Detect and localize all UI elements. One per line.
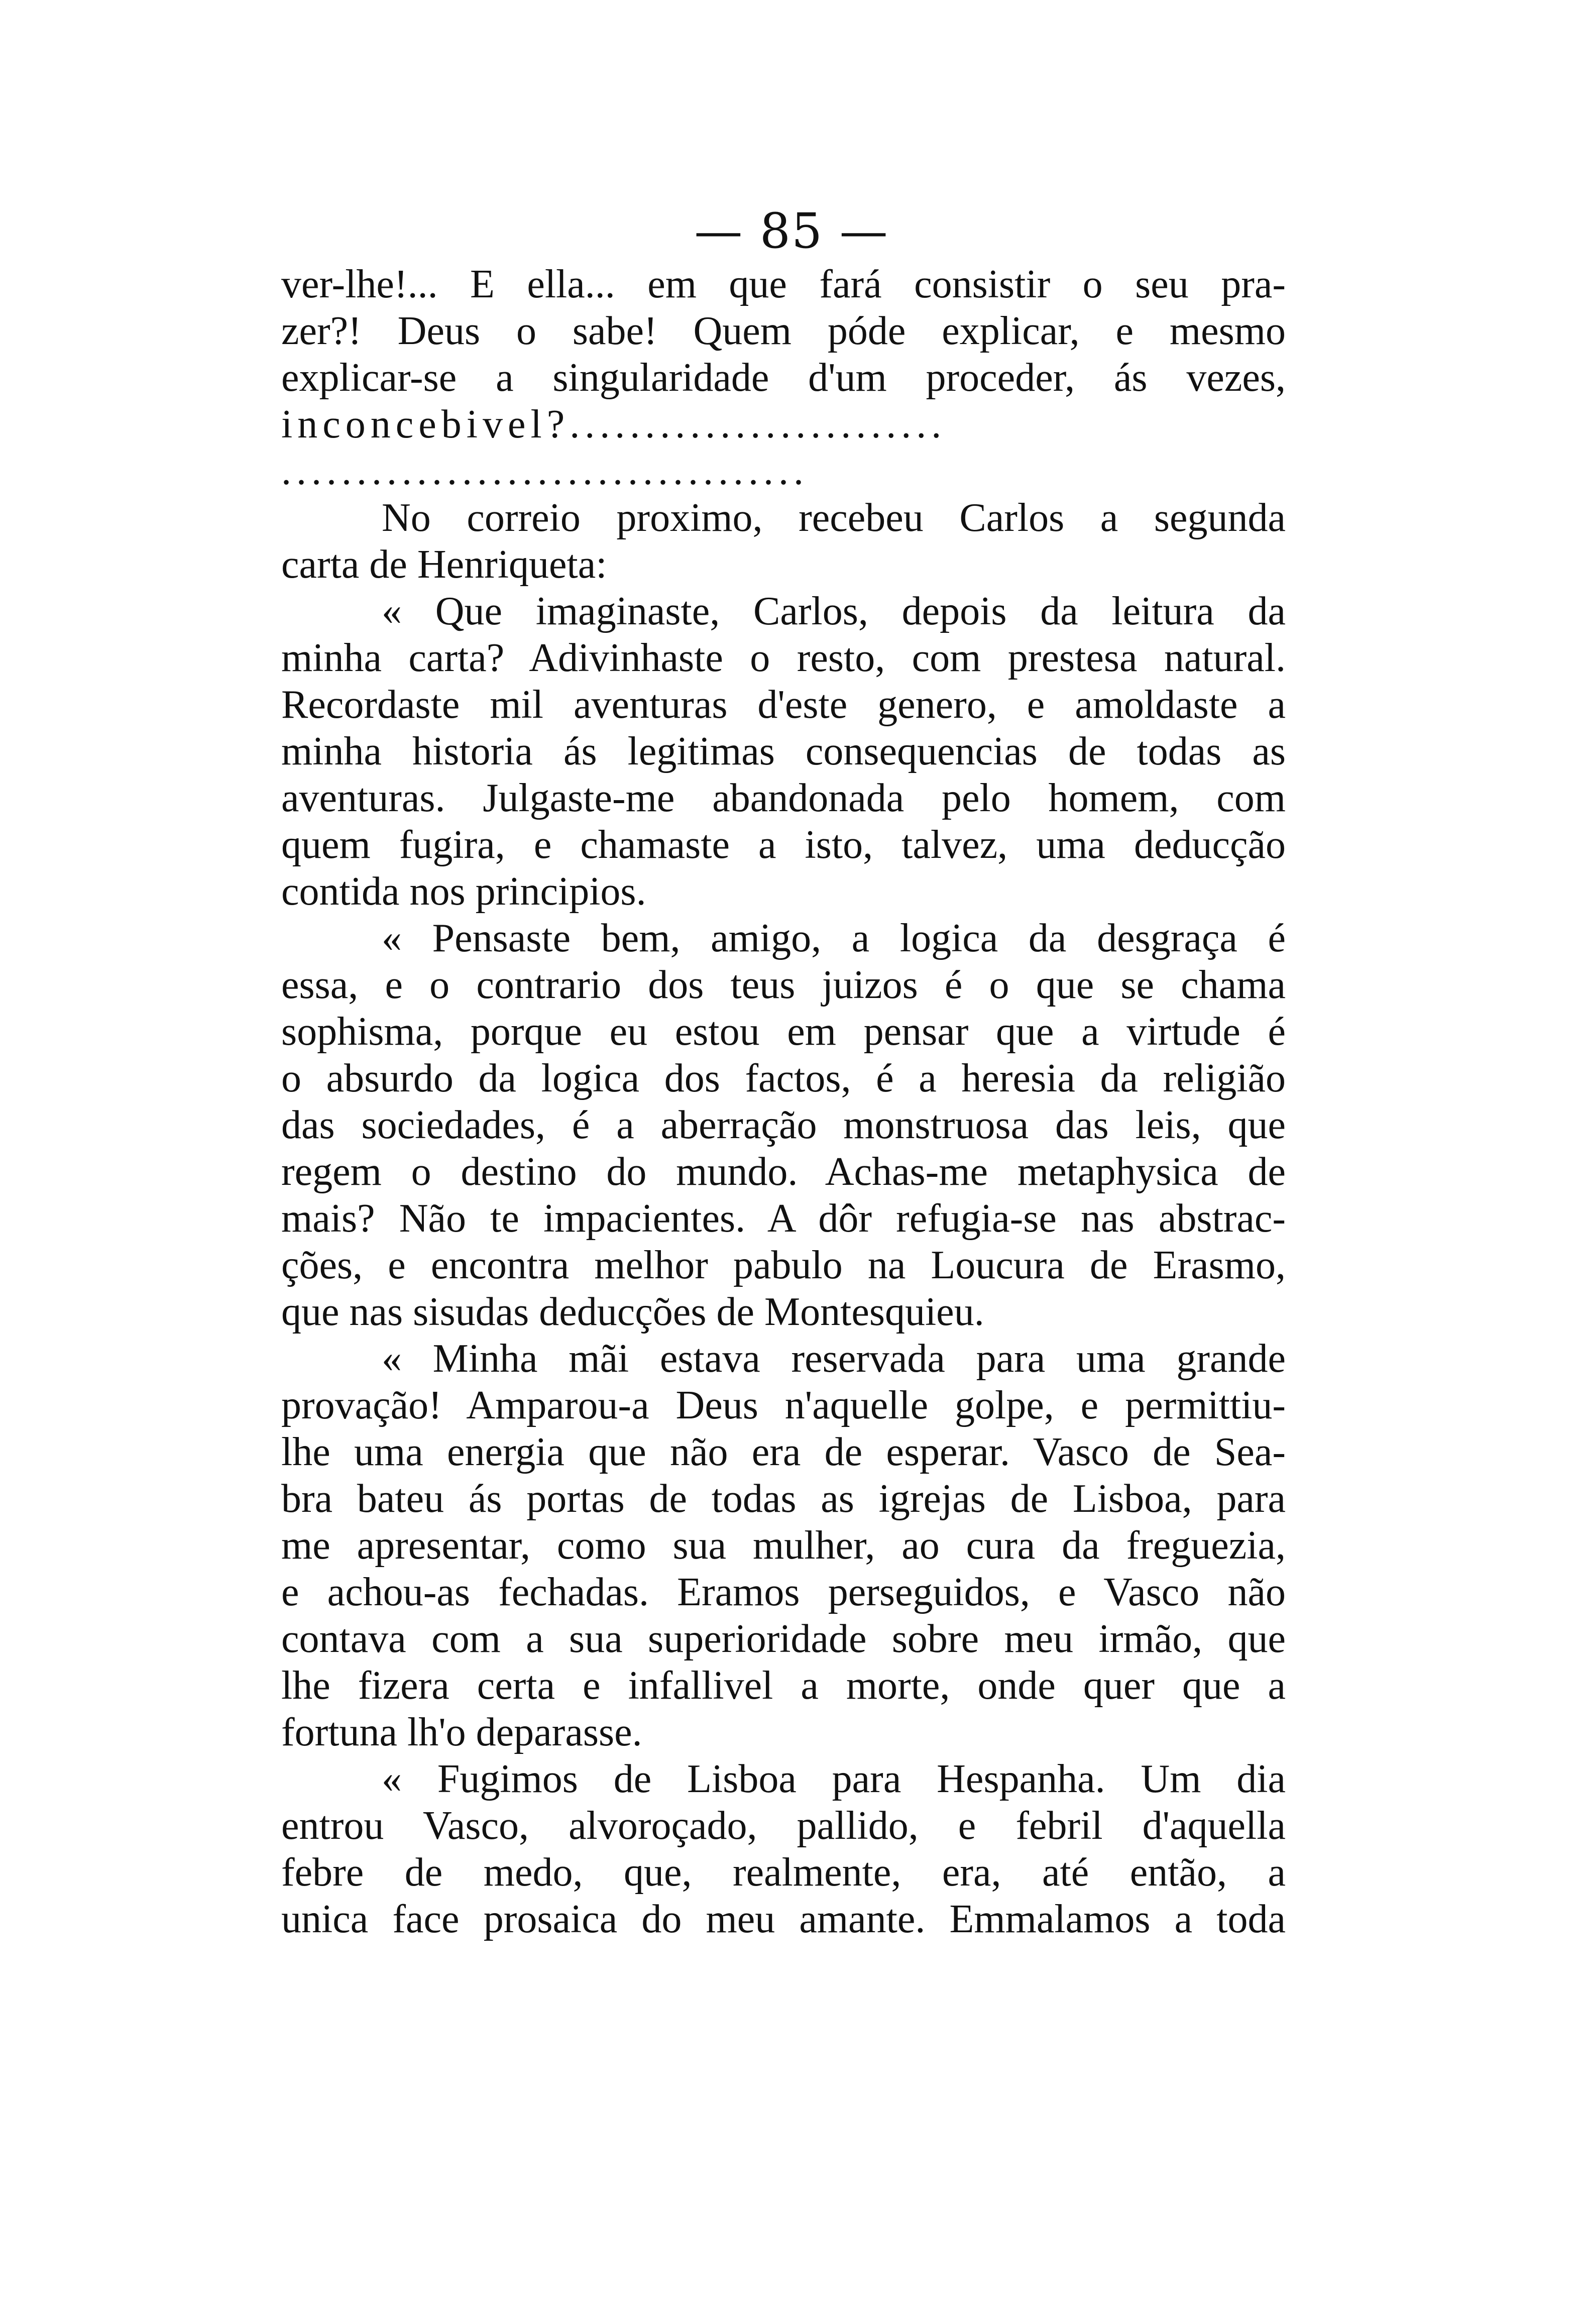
text-line: ver-lhe!... E ella... em que fará consistir o seu pra- — [281, 262, 1286, 306]
text-line: lhe uma energia que não era de esperar. Vasco de Sea- — [281, 1430, 1286, 1474]
text-line: provação! Amparou-a Deus n'aquelle golpe, e permittiu- — [281, 1383, 1286, 1427]
text-line: o absurdo da logica dos factos, é a heresia da religião — [281, 1056, 1286, 1100]
text-line: febre de medo, que, realmente, era, até então, a — [281, 1850, 1286, 1895]
text-line: « Pensaste bem, amigo, a logica da desgraça é — [382, 916, 1286, 960]
text-line: zer?! Deus o sabe! Quem póde explicar, e mesmo — [281, 309, 1286, 353]
text-line: lhe fizera certa e infallivel a morte, onde quer que a — [281, 1664, 1286, 1708]
text-line: quem fugira, e chamaste a isto, talvez, uma deducção — [281, 823, 1286, 867]
text-line: contava com a sua superioridade sobre meu irmão, que — [281, 1617, 1286, 1661]
text-line: mais? Não te impacientes. A dôr refugia-se nas abstrac- — [281, 1196, 1286, 1241]
text-line: carta de Henriqueta: — [281, 542, 607, 587]
text-line: Recordaste mil aventuras d'este genero, e amoldaste a — [281, 683, 1286, 727]
text-line: regem o destino do mundo. Achas-me metaphysica de — [281, 1150, 1286, 1194]
text-line: « Minha mãi estava reservada para uma grande — [382, 1337, 1286, 1381]
text-line: « Que imaginaste, Carlos, depois da leitura da — [382, 589, 1286, 633]
text-line: minha carta? Adivinhaste o resto, com prestesa natural. — [281, 636, 1286, 680]
text-line: ções, e encontra melhor pabulo na Loucura de Erasmo, — [281, 1243, 1286, 1287]
page-number: — 85 — — [694, 203, 889, 259]
text-line: me apresentar, como sua mulher, ao cura da freguezia, — [281, 1523, 1286, 1568]
text-line: minha historia ás legitimas consequencias de todas as — [281, 729, 1286, 773]
text-line: essa, e o contrario dos teus juizos é o que se chama — [281, 963, 1286, 1007]
text-line: explicar-se a singularidade d'um proceder, ás vezes, — [281, 356, 1286, 400]
text-line: que nas sisudas deducções de Montesquieu. — [281, 1290, 984, 1334]
text-line: contida nos principios. — [281, 869, 646, 914]
text-line: « Fugimos de Lisboa para Hespanha. Um dia — [382, 1757, 1286, 1801]
text-line: bra bateu ás portas de todas as igrejas de Lisboa, para — [281, 1477, 1286, 1521]
text-line: sophisma, porque eu estou em pensar que a virtude é — [281, 1010, 1286, 1054]
text-line: No correio proximo, recebeu Carlos a segunda — [382, 496, 1286, 540]
ellipsis-divider: ................................... — [281, 449, 809, 493]
text-line: inconcebivel?......................... — [281, 402, 947, 447]
body-text — [281, 261, 1286, 1943]
text-line: fortuna lh'o deparasse. — [281, 1710, 642, 1754]
text-line: unica face prosaica do meu amante. Emmalamos a toda — [281, 1897, 1286, 1941]
text-line: das sociedades, é a aberração monstruosa das leis, que — [281, 1103, 1286, 1147]
text-line: aventuras. Julgaste-me abandonada pelo homem, com — [281, 776, 1286, 820]
text-line: entrou Vasco, alvoroçado, pallido, e febril d'aquella — [281, 1804, 1286, 1848]
text-line: e achou-as fechadas. Eramos perseguidos, e Vasco não — [281, 1570, 1286, 1614]
